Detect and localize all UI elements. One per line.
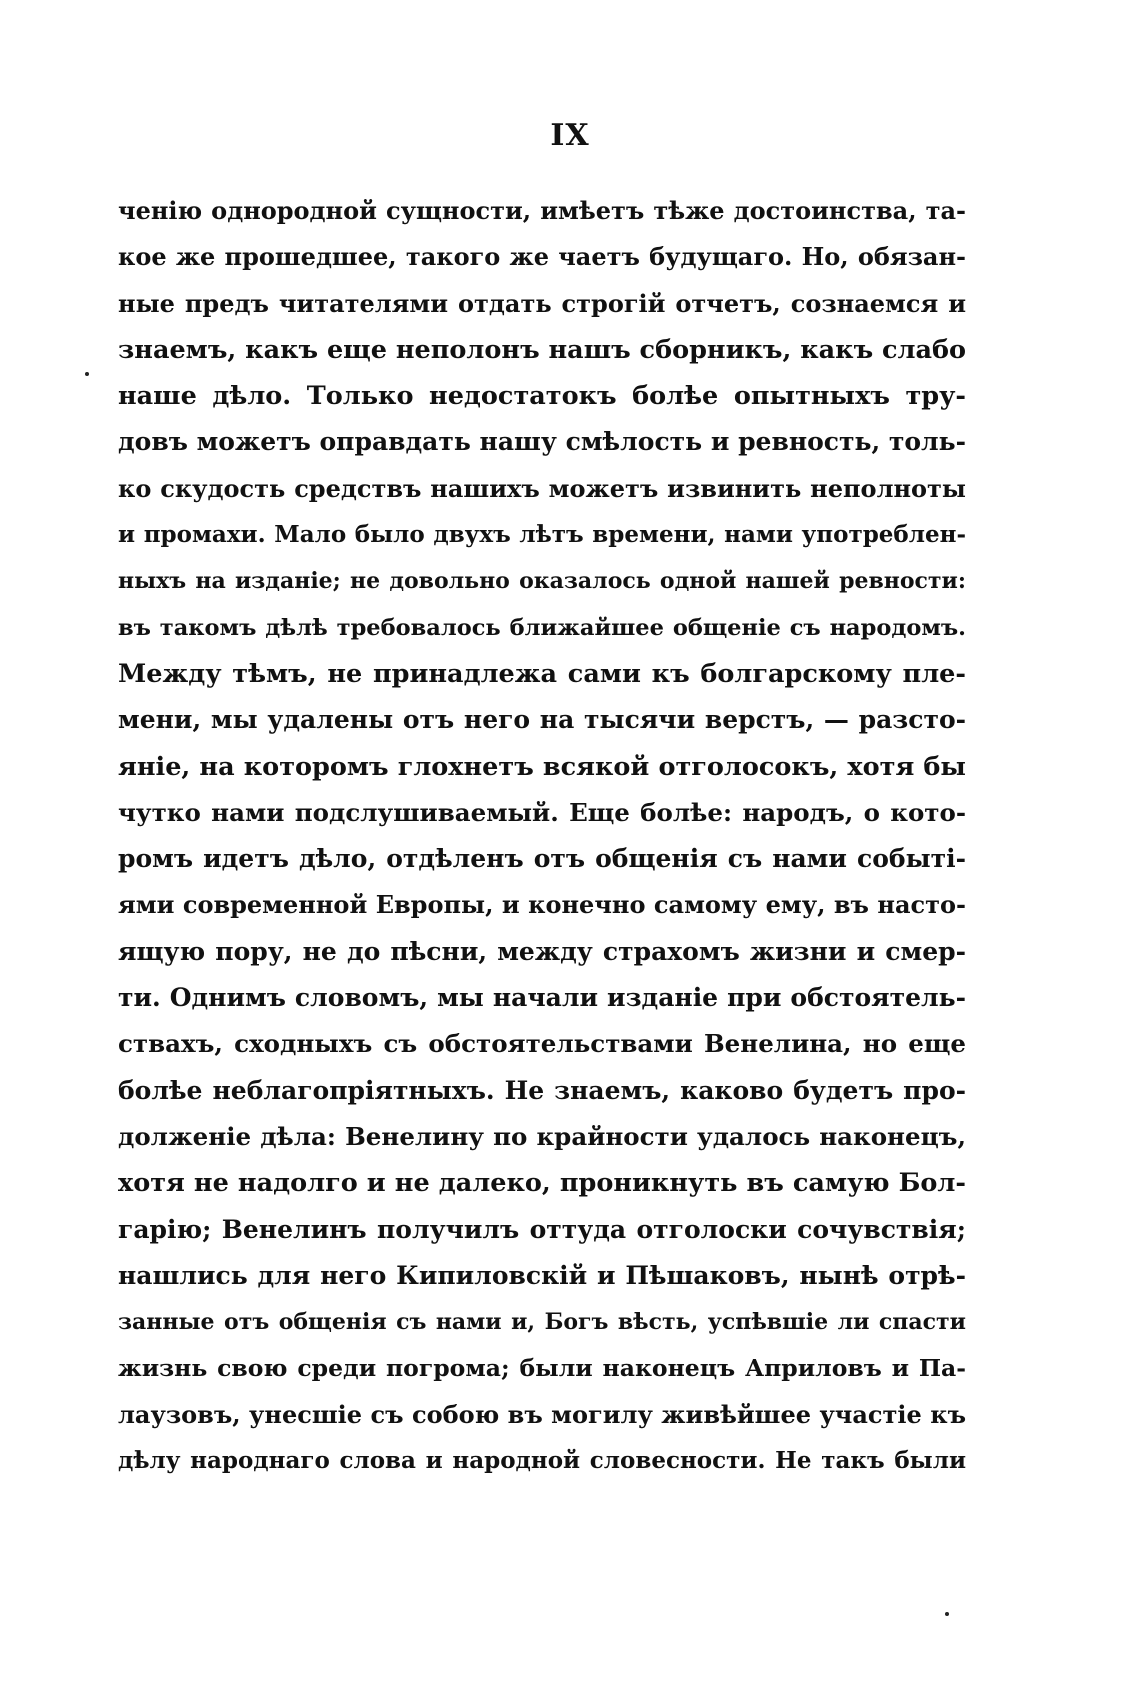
text-line: жизнь свою среди погрома; были наконецъ Априловъ и Па- xyxy=(118,1354,966,1383)
text-line: гарію; Венелинъ получилъ оттуда отголоски сочувствія; xyxy=(118,1214,966,1244)
text-line: долженіе дѣла: Венелину по крайности удалось наконецъ, xyxy=(118,1121,966,1151)
body-text xyxy=(118,188,966,1484)
text-line: нашлись для него Кипиловскій и Пѣшаковъ, нынѣ отрѣ- xyxy=(118,1260,966,1290)
text-line: довъ можетъ оправдать нашу смѣлость и ревность, толь- xyxy=(118,427,966,457)
text-line: хотя не надолго и не далеко, проникнуть въ самую Бол- xyxy=(118,1168,966,1199)
text-line: Между тѣмъ, не принадлежа сами къ болгарскому пле- xyxy=(118,658,966,689)
text-line: ные предъ читателями отдать строгій отчетъ, сознаемся и xyxy=(118,288,966,318)
text-line: занные отъ общенія съ нами и, Богъ вѣсть, успѣвшіе ли спасти xyxy=(118,1309,966,1336)
text-line: кое же прошедшее, такого же чаетъ будущаго. Но, обязан- xyxy=(118,242,966,272)
text-line: ко скудость средствъ нашихъ можетъ извинить неполноты xyxy=(118,473,966,503)
text-line: ченію однородной сущности, имѣетъ тѣже достоинства, та- xyxy=(118,196,966,225)
ink-speck xyxy=(945,1612,949,1616)
text-line: ящую пору, не до пѣсни, между страхомъ жизни и смер- xyxy=(118,936,966,966)
text-line: мени, мы удалены отъ него на тысячи верстъ, — разсто- xyxy=(118,705,966,735)
text-line: яніе, на которомъ глохнетъ всякой отголосокъ, хотя бы xyxy=(118,751,966,782)
text-line: ти. Однимъ словомъ, мы начали изданіе при обстоятель- xyxy=(118,983,966,1013)
page-number: IX xyxy=(550,118,590,153)
text-line: ромъ идетъ дѣло, отдѣленъ отъ общенія съ нами событі- xyxy=(118,844,966,874)
text-line: лаузовъ, унесшіе съ собою въ могилу живѣйшее участіе къ xyxy=(118,1399,966,1429)
text-line: болѣе неблагопріятныхъ. Не знаемъ, каково будетъ про- xyxy=(118,1075,966,1105)
text-line: ныхъ на изданіе; не довольно оказалось одной нашей ревности: xyxy=(118,568,966,595)
text-line: знаемъ, какъ еще неполонъ нашъ сборникъ, какъ слабо xyxy=(118,334,966,365)
text-line: въ такомъ дѣлѣ требовалось ближайшее общеніе съ народомъ. xyxy=(118,614,966,641)
text-line: дѣлу народнаго слова и народной словесности. Не такъ были xyxy=(118,1447,966,1475)
text-line: и промахи. Мало было двухъ лѣтъ времени, нами употреблен- xyxy=(118,521,966,549)
text-line: ствахъ, сходныхъ съ обстоятельствами Венелина, но еще xyxy=(118,1029,966,1059)
text-line: чутко нами подслушиваемый. Еще болѣе: народъ, о кото- xyxy=(118,797,966,827)
text-line: наше дѣло. Только недостатокъ болѣе опытныхъ тру- xyxy=(118,381,966,412)
ink-speck xyxy=(85,372,89,376)
text-line: ями современной Европы, и конечно самому ему, въ насто- xyxy=(118,890,966,920)
